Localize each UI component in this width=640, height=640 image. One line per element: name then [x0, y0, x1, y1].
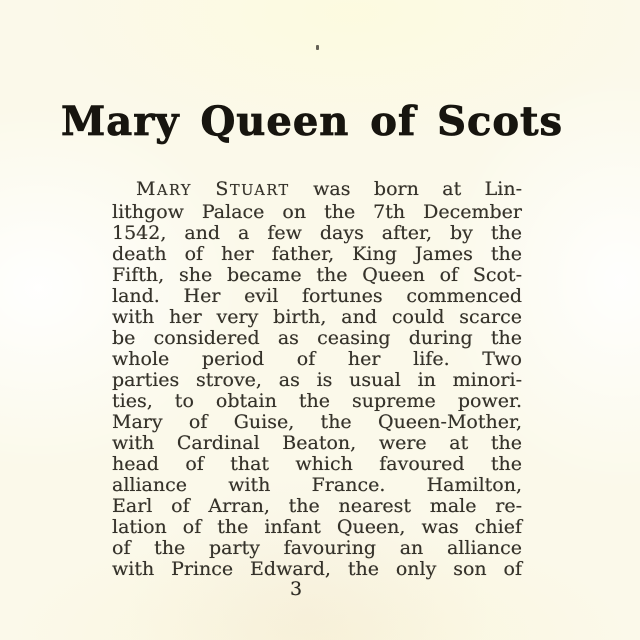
text-line: be considered as ceasing during the — [112, 327, 522, 349]
lead-capital: M — [136, 178, 157, 200]
page-number: 3 — [289, 578, 303, 600]
text-line: Fifth, she became the Queen of Scot- — [112, 264, 522, 286]
lead-smallcaps: TUART — [229, 183, 290, 199]
text-line: lithgow Palace on the 7th December — [112, 201, 522, 223]
text-line: MARY STUART was born at Lin- — [136, 178, 523, 200]
text-line: head of that which favoured the — [112, 453, 522, 475]
text-line: land. Her evil fortunes commenced — [112, 285, 522, 307]
lead-smallcaps: ARY — [156, 183, 192, 199]
text-line: whole period of her life. Two — [112, 348, 522, 370]
text-line: death of her father, King James the — [112, 243, 522, 265]
text-line: alliance with France. Hamilton, — [112, 474, 522, 496]
text-line: with Cardinal Beaton, were at the — [112, 432, 522, 454]
lead-capital: S — [215, 178, 230, 200]
ink-speck — [316, 45, 319, 50]
text-line: parties strove, as is usual in minori- — [112, 369, 522, 391]
text-line: Mary of Guise, the Queen-Mother, — [112, 411, 522, 433]
text-line: 1542, and a few days after, by the — [112, 222, 522, 244]
page-title: Mary Queen of Scots — [61, 98, 563, 145]
text-line: of the party favouring an alliance — [112, 537, 522, 559]
text-line: with Prince Edward, the only son of — [112, 558, 522, 580]
text-line: Earl of Arran, the nearest male re- — [112, 495, 522, 517]
text-line: lation of the infant Queen, was chief — [112, 516, 522, 538]
text-line: ties, to obtain the supreme power. — [112, 390, 522, 412]
body-text — [112, 179, 522, 580]
text-line: with her very birth, and could scarce — [112, 306, 522, 328]
